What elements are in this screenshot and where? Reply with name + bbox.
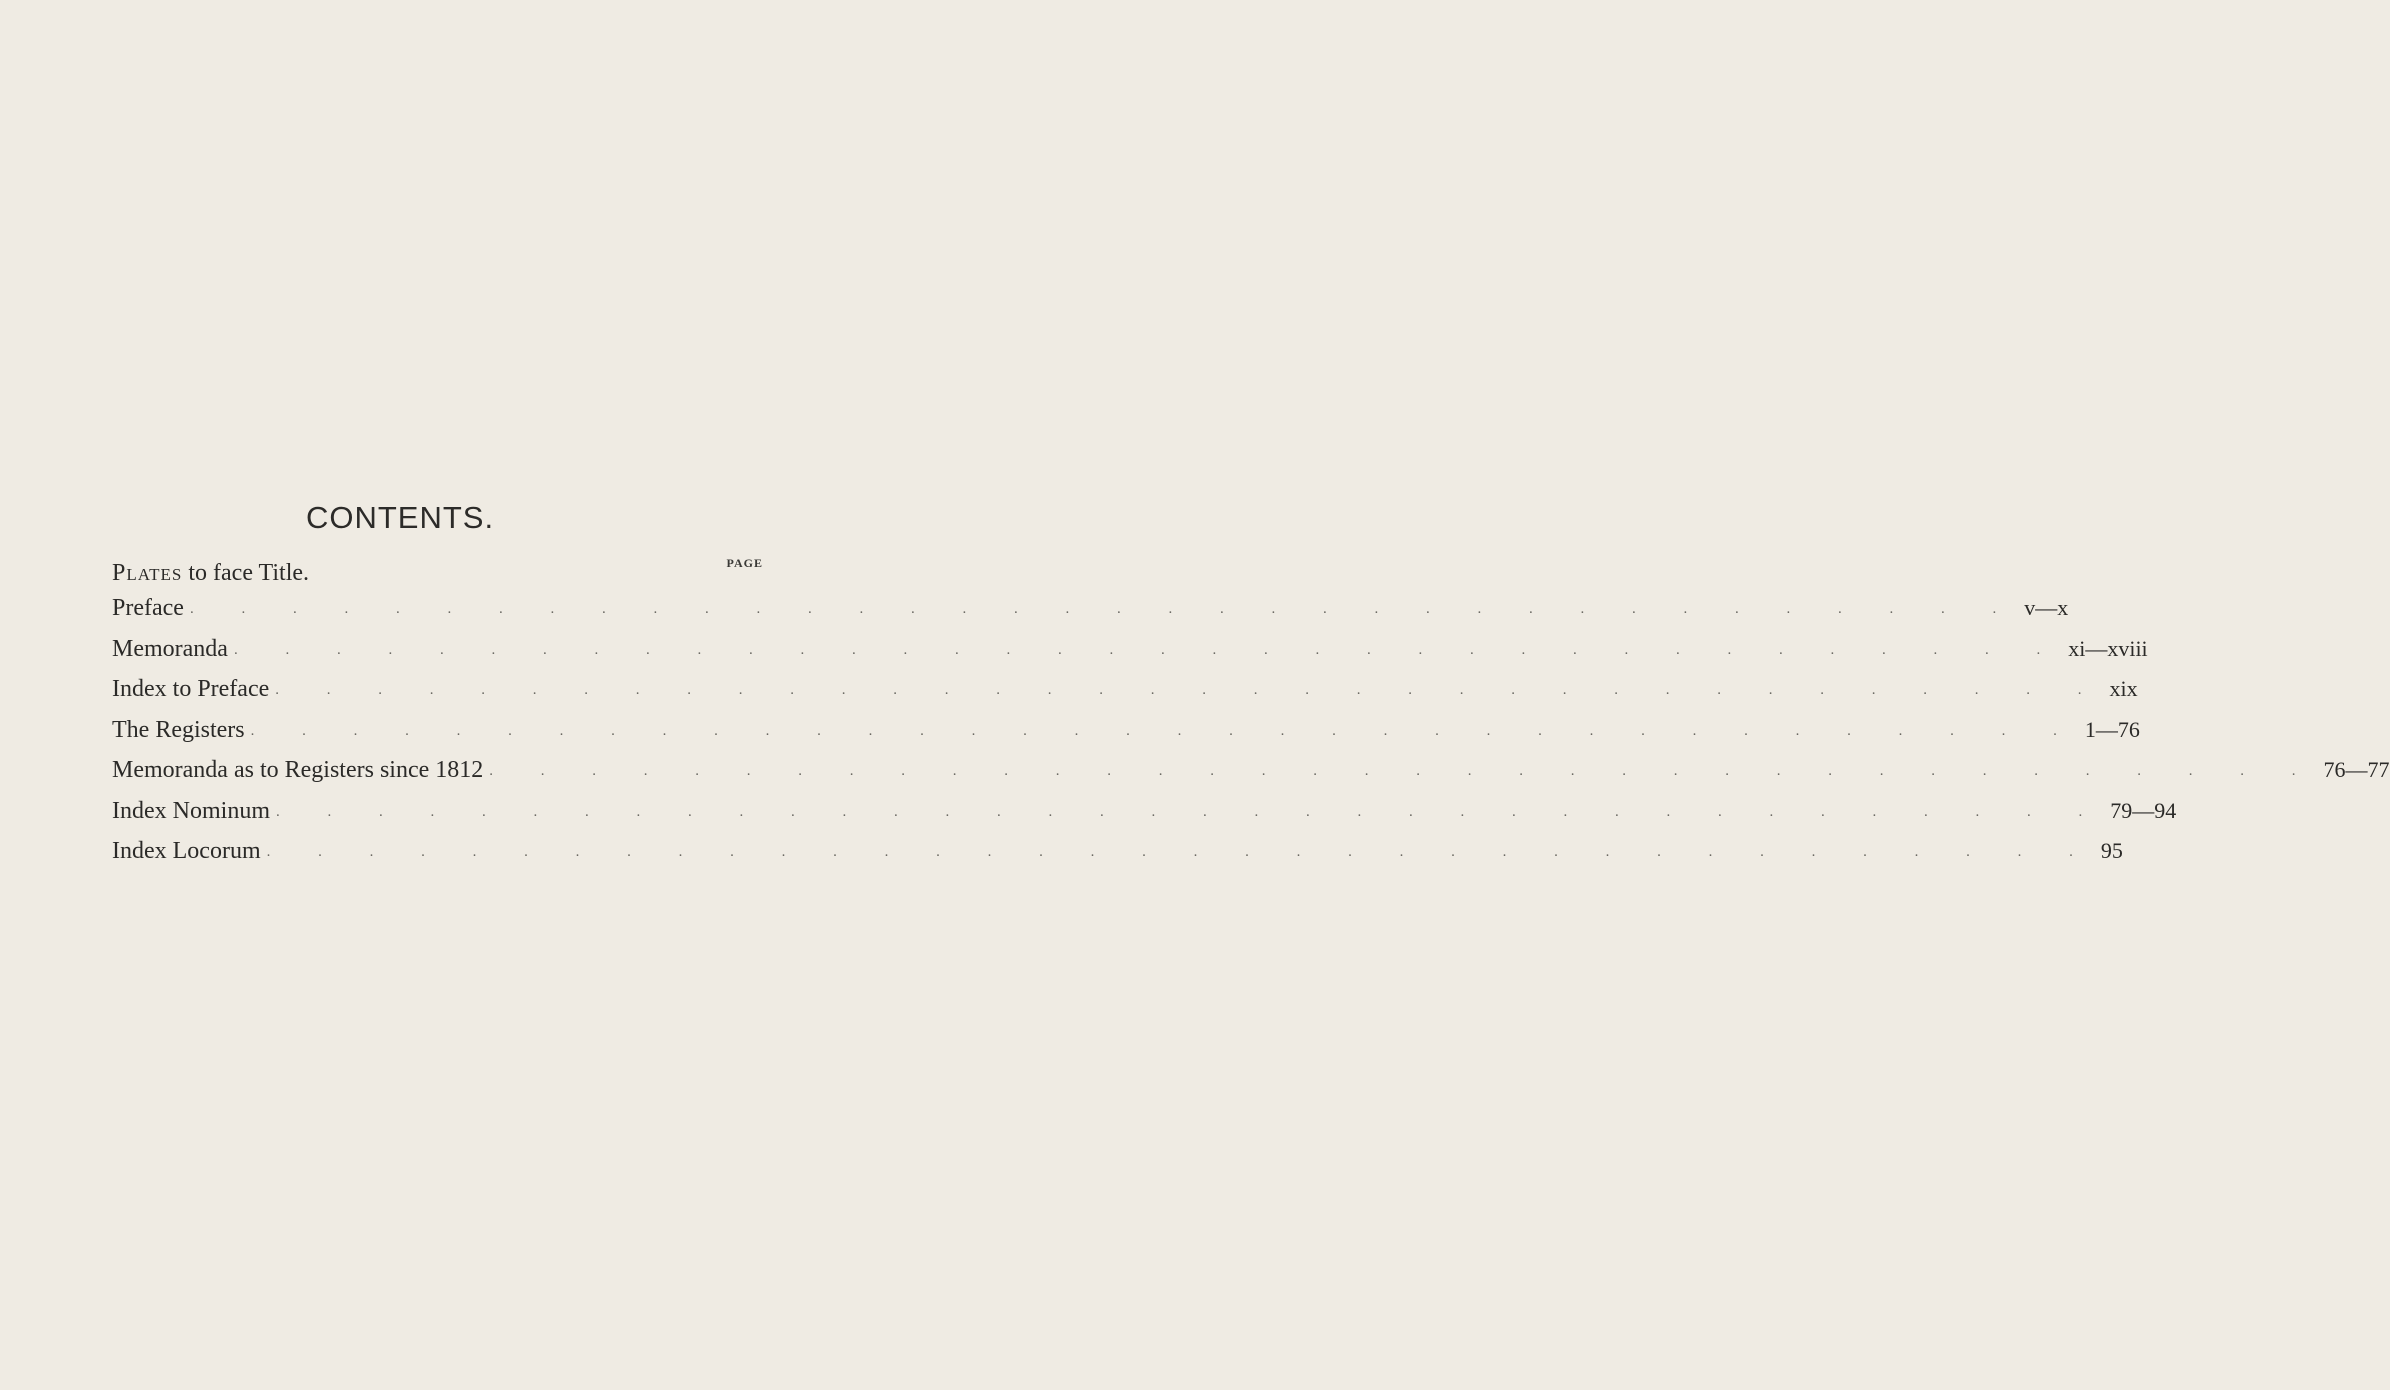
contents-entry-index-nominum (112, 797, 2177, 839)
contents-heading: CONTENTS. (305, 500, 495, 535)
entry-title: The Registers (112, 717, 251, 744)
leader-dots: . . . . . . . . . . . . . . . . . . . . . . . . . . . . . . . . . . . . (250, 722, 2079, 739)
entry-page: 95 (2095, 838, 2123, 864)
entry-title: Index Nominum (112, 798, 276, 825)
leader-dots: . . . . . . . . . . . . . . . . . . . . . . . . . . . . . . . . . . . . (233, 641, 2063, 658)
contents-list (112, 595, 2390, 879)
plates-rest: to face Title. (182, 560, 310, 586)
contents-entry-index-locorum (112, 838, 2123, 879)
leader-dots: . . . . . . . . . . . . . . . . . . . . . . . . . . . . . . . . . . . . (189, 601, 2019, 617)
contents-entry-index-to-preface (112, 676, 2138, 717)
leader-dots: . . . . . . . . . . . . . . . . . . . . . . . . . . . . . . . . . . . . (266, 844, 2095, 860)
entry-title: Index Locorum (112, 838, 267, 865)
entry-title: Memoranda as to Registers since 1812 (112, 757, 489, 784)
entry-title: Preface (112, 595, 190, 622)
entry-page: 79—94 (2104, 798, 2176, 824)
leader-dots: . . . . . . . . . . . . . . . . . . . . . . . . . . . . . . . . . . . . (489, 763, 2318, 779)
leader-dots: . . . . . . . . . . . . . . . . . . . . . . . . . . . . . . . . . . . . (275, 682, 2104, 698)
contents-entry-memoranda-since-1812 (112, 757, 2390, 798)
leader-dots: . . . . . . . . . . . . . . . . . . . . . . . . . . . . . . . . . . . . (275, 803, 2105, 820)
entry-page: 76—77 (2318, 757, 2390, 783)
entry-page: 1—76 (2079, 717, 2140, 743)
contents-entry-preface (112, 595, 2069, 636)
contents-entry-memoranda (112, 635, 2148, 677)
entry-page: xix (2104, 676, 2138, 702)
entry-page: v—x (2018, 595, 2068, 621)
plates-small-caps: Plates (112, 560, 183, 586)
contents-entry-the-registers (112, 716, 2140, 758)
page-column-label: PAGE (726, 556, 763, 570)
plates-line (112, 560, 309, 587)
entry-title: Memoranda (112, 636, 234, 663)
entry-title: Index to Preface (112, 676, 275, 703)
entry-page: xi—xviii (2062, 636, 2147, 662)
